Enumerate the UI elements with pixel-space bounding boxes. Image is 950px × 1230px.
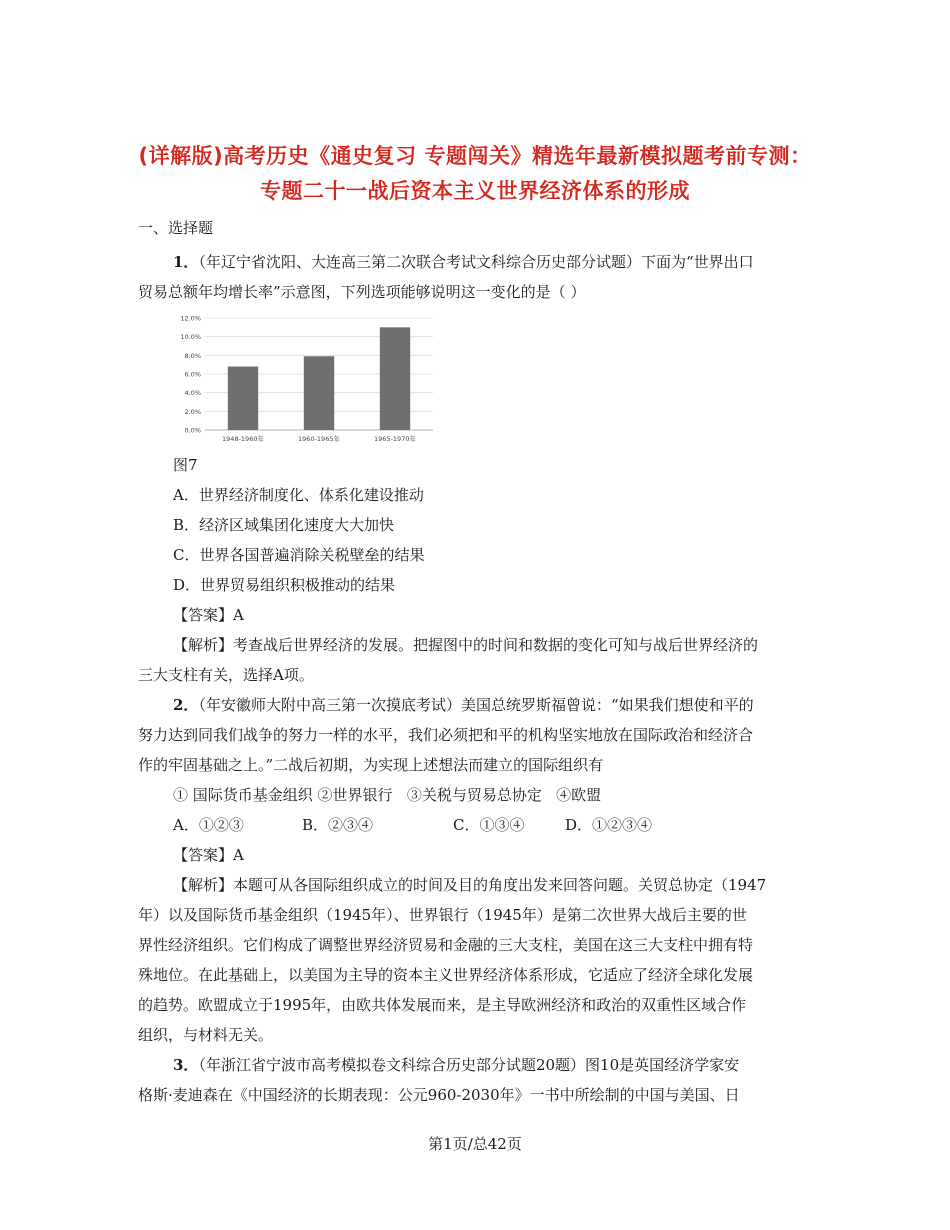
chart-x-tick-labels (222, 434, 416, 443)
q1-number: 1． (173, 253, 199, 271)
q2-number: 2． (173, 696, 199, 714)
export-growth-bar-chart (165, 310, 440, 450)
page-footer: 第1页/总42页 (428, 1135, 522, 1153)
chart-y-tick-label: 12.0% (180, 314, 201, 323)
q1-option-d: D．世界贸易组织积极推动的结果 (173, 576, 396, 594)
q3-text-line2: 格斯·麦迪森在《中国经济的长期表现：公元960-2030年》一书中所绘制的中国与美国、日 (138, 1086, 740, 1104)
q2-option-b: B．②③④ (302, 816, 374, 834)
q2-stem-line1 (173, 695, 754, 715)
q3-stem-line1 (173, 1055, 739, 1075)
chart-y-tick-label: 10.0% (180, 333, 201, 342)
section-heading: 一、选择题 (138, 219, 214, 237)
chart-y-tick-label: 8.0% (184, 351, 201, 360)
chart-bar (380, 327, 410, 430)
chart-bar (304, 356, 334, 430)
q2-analysis-line1: 【解析】本题可从各国际组织成立的时间及目的角度出发来回答问题。关贸总协定（1947 (173, 876, 767, 894)
q1-figure-label: 图7 (173, 456, 198, 474)
chart-y-tick-label: 6.0% (184, 370, 201, 379)
q1-text-line1: （年辽宁省沈阳、大连高三第二次联合考试文科综合历史部分试题）下面为“世界出口 (198, 253, 754, 271)
chart-y-tick-label: 4.0% (184, 389, 201, 398)
doc-title-line1: (详解版)高考历史《通史复习 专题闯关》精选年最新模拟题考前专测： (138, 144, 812, 168)
q2-option-a: A．①②③ (173, 816, 244, 834)
q3-number: 3． (173, 1056, 199, 1074)
q1-analysis-line2: 三大支柱有关，选择A项。 (138, 666, 314, 684)
q3-text-line1: （年浙江省宁波市高考模拟卷文科综合历史部分试题20题）图10是英国经济学家安 (198, 1056, 740, 1074)
q2-text-line2: 努力达到同我们战争的努力一样的水平，我们必须把和平的机构坚实地放在国际政治和经济合 (138, 726, 754, 744)
q1-option-b: B．经济区域集团化速度大大加快 (173, 516, 395, 534)
q2-answer: 【答案】A (173, 846, 244, 864)
q1-answer: 【答案】A (173, 606, 244, 624)
q1-option-a: A．世界经济制度化、体系化建设推动 (173, 486, 424, 504)
q2-text-line3: 作的牢固基础之上。”二战后初期，为实现上述想法而建立的国际组织有 (138, 756, 604, 774)
q1-text-line2: 贸易总额年均增长率”示意图，下列选项能够说明这一变化的是（ ） (138, 283, 586, 301)
q2-items: ① 国际货币基金组织 ②世界银行 ③关税与贸易总协定 ④欧盟 (173, 786, 602, 804)
chart-x-tick-label: 1965-1970年 (374, 435, 416, 443)
q2-text-line1: （年安徽师大附中高三第一次摸底考试）美国总统罗斯福曾说：“如果我们想使和平的 (198, 696, 754, 714)
q2-analysis-line2: 年）以及国际货币基金组织（1945年）、世界银行（1945年）是第二次世界大战后主要的世 (138, 906, 747, 924)
chart-y-tick-label: 0.0% (184, 426, 201, 435)
q2-analysis-line3: 界性经济组织。它们构成了调整世界经济贸易和金融的三大支柱，美国在这三大支柱中拥有特 (138, 936, 754, 954)
chart-bars (228, 327, 410, 430)
chart-x-tick-label: 1948-1960年 (222, 435, 264, 443)
chart-x-tick-label: 1960-1965年 (298, 435, 340, 443)
chart-bar (228, 367, 258, 430)
q2-analysis-line4: 殊地位。在此基础上，以美国为主导的资本主义世界经济体系形成，它适应了经济全球化发展 (138, 966, 754, 984)
q2-analysis-line5: 的趋势。欧盟成立于1995年，由欧共体发展而来，是主导欧洲经济和政治的双重性区域合作 (138, 996, 747, 1014)
chart-y-tick-label: 2.0% (184, 407, 201, 416)
q2-option-d: D．①②③④ (565, 816, 653, 834)
q1-option-c: C．世界各国普遍消除关税壁垒的结果 (173, 546, 425, 564)
q2-analysis-line6: 组织，与材料无关。 (138, 1026, 274, 1044)
doc-title-line2: 专题二十一战后资本主义世界经济体系的形成 (260, 179, 690, 203)
chart-y-tick-labels (180, 315, 201, 435)
q1-stem-line1 (173, 252, 754, 272)
q2-option-c: C．①③④ (453, 816, 525, 834)
q1-analysis-line1: 【解析】考查战后世界经济的发展。把握图中的时间和数据的变化可知与战后世界经济的 (173, 636, 759, 654)
